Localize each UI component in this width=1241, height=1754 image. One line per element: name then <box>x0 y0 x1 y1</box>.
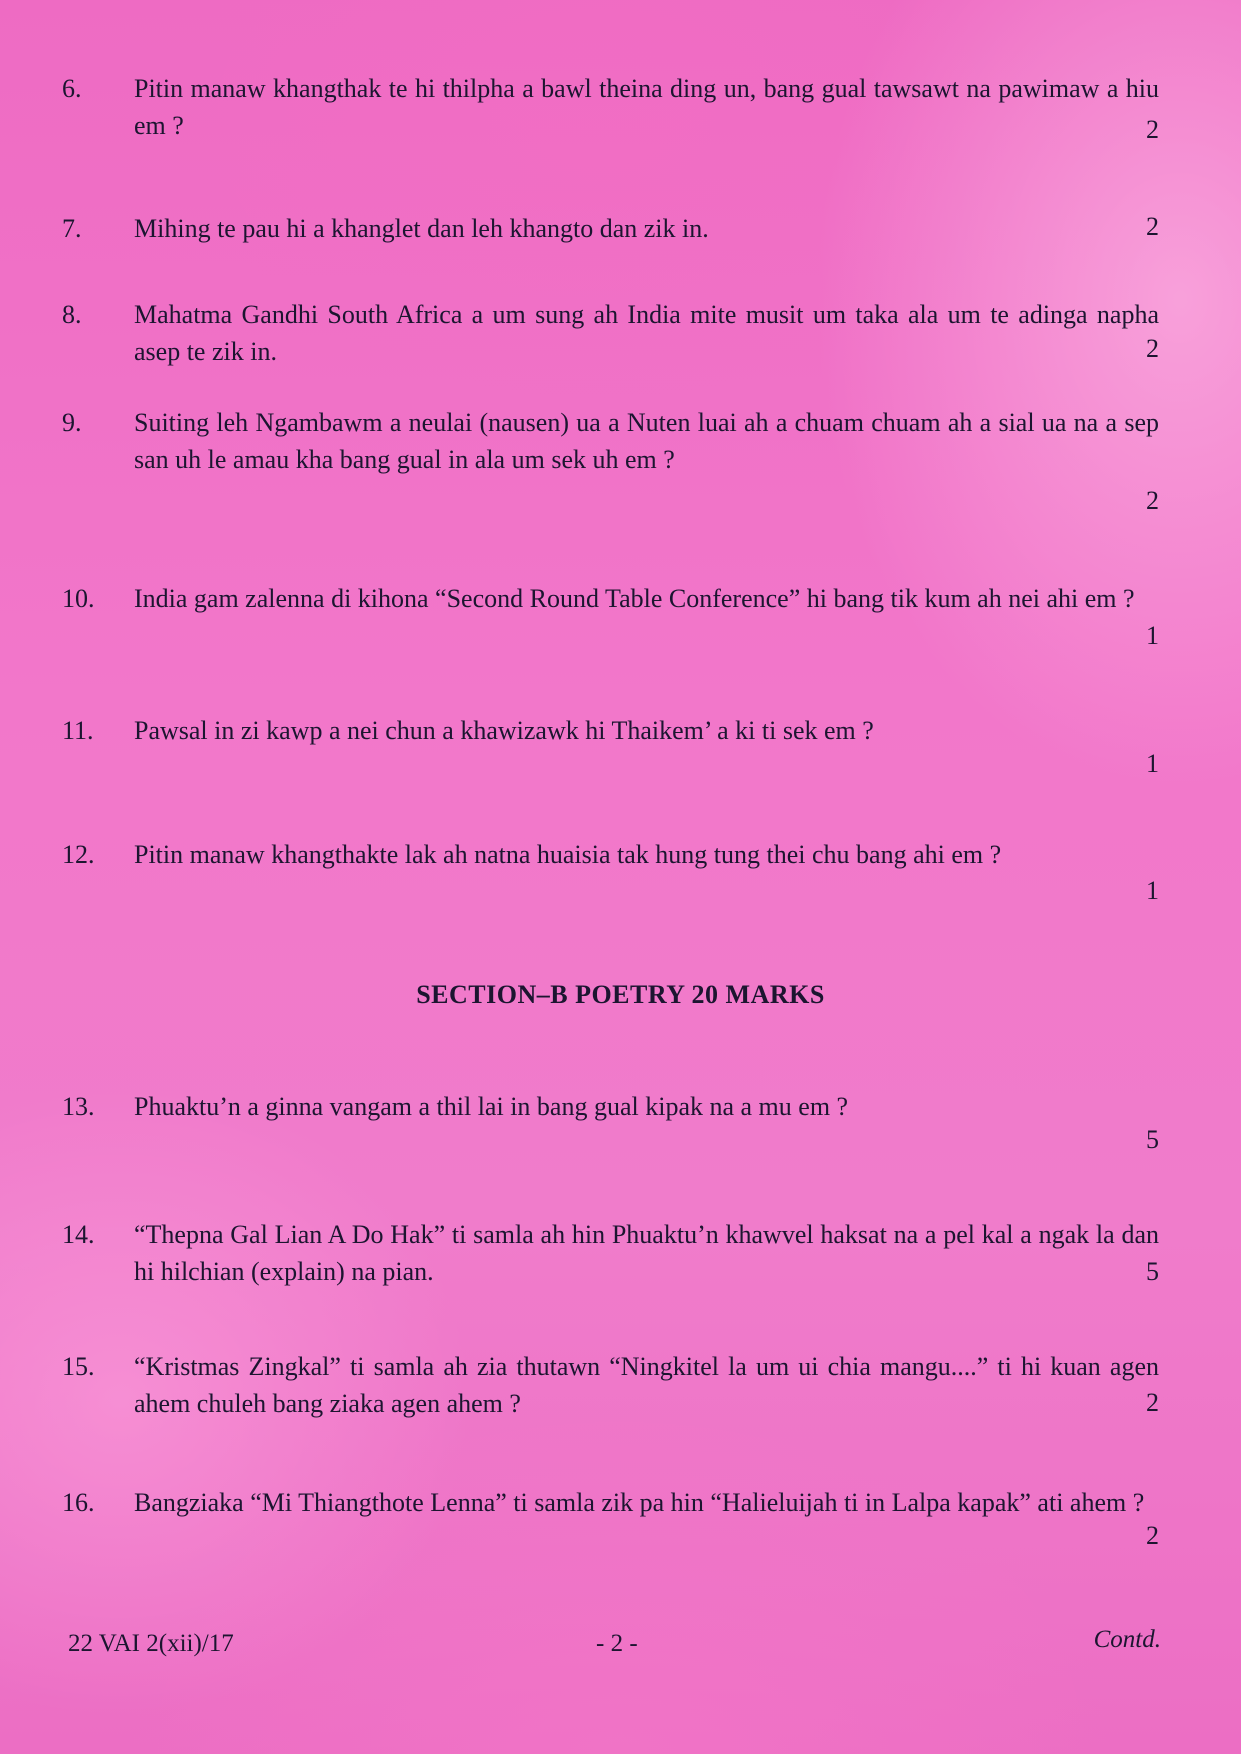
question-text: Phuaktu’n a ginna vangam a thil lai in bang gual kipak na a mu em ? <box>134 1092 849 1121</box>
question-text: Pitin manaw khangthak te hi thilpha a bawl theina ding un, bang gual tawsawt na pawimaw a hiu em ? <box>134 74 1159 140</box>
question-marks: 2 <box>1146 115 1159 144</box>
question-marks: 1 <box>1146 621 1159 650</box>
question-marks: 1 <box>1146 876 1159 905</box>
question-number: 13. <box>62 1092 95 1121</box>
question-number: 11. <box>62 716 94 745</box>
question-number: 14. <box>62 1220 95 1249</box>
question-text: Mahatma Gandhi South Africa a um sung ah India mite musit um taka ala um te adinga napha asep te zik in. <box>134 300 1159 366</box>
page-number: - 2 - <box>596 1630 638 1657</box>
question-number: 10. <box>62 584 95 613</box>
question-text: Pitin manaw khangthakte lak ah natna huaisia tak hung tung thei chu bang ahi em ? <box>134 840 1002 869</box>
question-number: 15. <box>62 1352 95 1381</box>
section-b-heading: SECTION–B POETRY 20 MARKS <box>416 980 825 1009</box>
question-marks: 2 <box>1146 334 1159 363</box>
question-marks: 2 <box>1146 486 1159 515</box>
question-marks: 2 <box>1146 1521 1159 1550</box>
question-marks: 1 <box>1146 749 1159 778</box>
question-text: Suiting leh Ngambawm a neulai (nausen) ua a Nuten luai ah a chuam chuam ah a sial ua na a sep san uh le amau kha bang gual in ala um sek uh em ? <box>134 408 1159 474</box>
question-marks: 5 <box>1146 1257 1159 1286</box>
question-text: Bangziaka “Mi Thiangthote Lenna” ti samla zik pa hin “Halieluijah ti in Lalpa kapak” ati ahem ? <box>134 1488 1145 1517</box>
question-text: “Kristmas Zingkal” ti samla ah zia thutawn “Ningkitel la um ui chia mangu....” ti hi kuan agen ahem chuleh bang ziaka agen ahem ? <box>134 1352 1159 1418</box>
question-text: Pawsal in zi kawp a nei chun a khawizawk hi Thaikem’ a ki ti sek em ? <box>134 716 874 745</box>
question-text: India gam zalenna di kihona “Second Round Table Conference” hi bang tik kum ah nei ahi em ? <box>134 584 1135 613</box>
question-marks: 5 <box>1146 1125 1159 1154</box>
question-number: 12. <box>62 840 95 869</box>
paper-code: 22 VAI 2(xii)/17 <box>68 1630 234 1657</box>
question-marks: 2 <box>1146 1388 1159 1417</box>
question-text: “Thepna Gal Lian A Do Hak” ti samla ah hin Phuaktu’n khawvel haksat na a pel kal a ngak la dan hi hilchian (explain) na pian. <box>134 1220 1159 1286</box>
question-number: 8. <box>62 300 82 329</box>
question-number: 16. <box>62 1488 95 1517</box>
continued-label: Contd. <box>1093 1626 1161 1653</box>
question-text: Mihing te pau hi a khanglet dan leh khangto dan zik in. <box>134 214 709 243</box>
question-marks: 2 <box>1146 212 1159 241</box>
question-number: 6. <box>62 74 82 103</box>
question-number: 9. <box>62 408 82 437</box>
question-number: 7. <box>62 214 82 243</box>
